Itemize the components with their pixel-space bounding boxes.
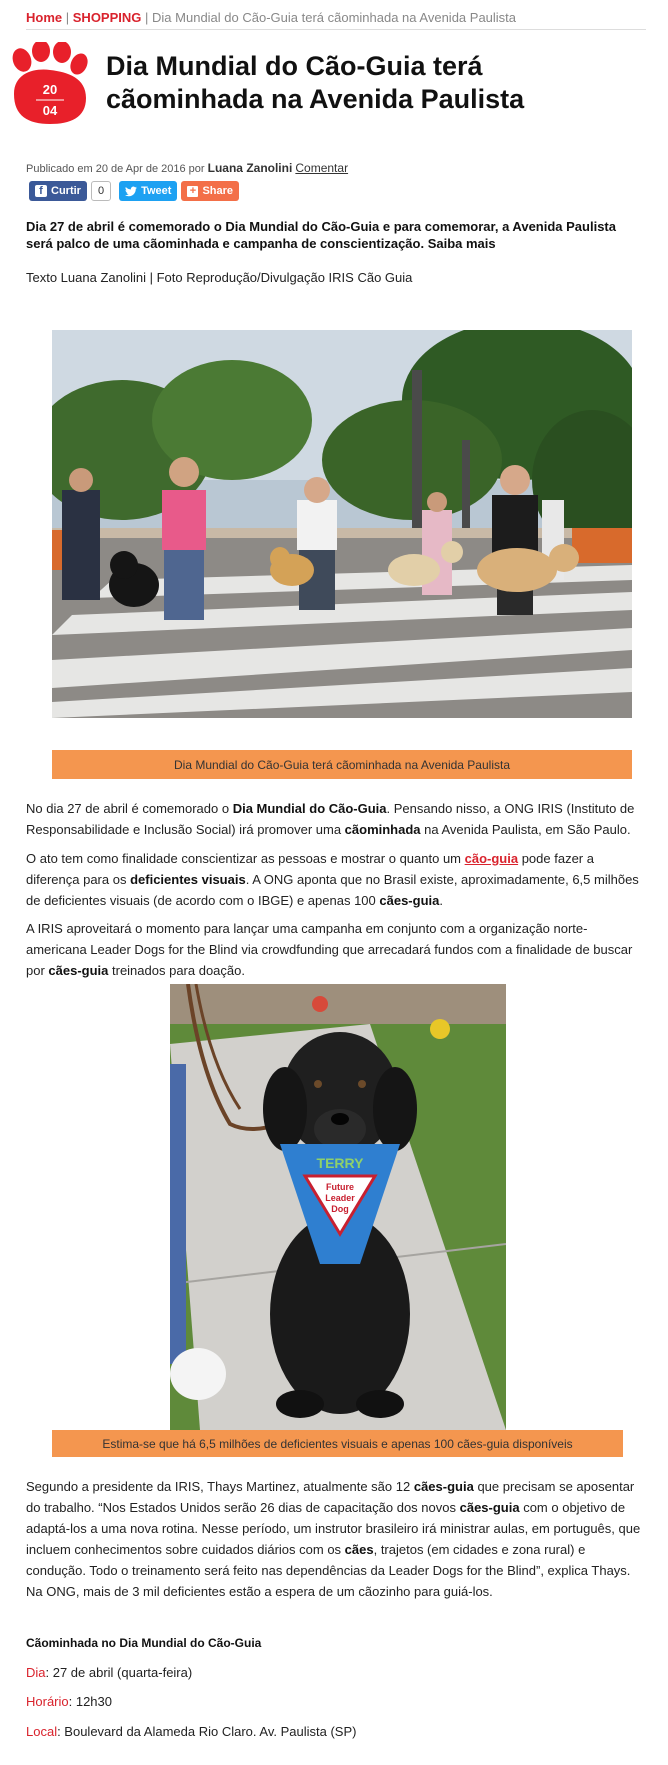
tweet-button[interactable]	[119, 181, 177, 201]
page-title: Dia Mundial do Cão-Guia terá cãominhada na Avenida Paulista	[106, 51, 525, 114]
breadcrumb	[26, 10, 646, 30]
text: , trajetos (em cidades e zona rural) e condução. Todo o treinamento será feito nas dependências da Leader Dogs for the Blind”, explica Thays. Na ONG, mais de 3 mil deficientes estão a espera de um cãozinho para guiá-los.	[26, 1542, 631, 1599]
photo-caption: Dia Mundial do Cão-Guia terá cãominhada na Avenida Paulista	[52, 750, 632, 779]
article-paragraph	[26, 1476, 646, 1602]
byline	[26, 161, 646, 175]
text: treinados para doação.	[108, 963, 245, 978]
event-day	[26, 1665, 646, 1680]
patch-text: Dog	[331, 1204, 349, 1214]
article-paragraph	[26, 918, 646, 981]
bold-text: Dia Mundial do Cão-Guia	[232, 801, 387, 816]
patch-text: Future	[326, 1182, 354, 1192]
text: com o objetivo de adaptá-los a uma nova rotina. Nesse período, um instrutor brasileiro irá ministrar aulas, em português, que incluem conhecimentos sobre cuidados diários com os	[26, 1500, 641, 1557]
breadcrumb-shopping-link[interactable]: SHOPPING	[72, 10, 142, 25]
facebook-like-count: 0	[91, 181, 111, 201]
event-day-label: Dia	[26, 1665, 46, 1680]
photo-caption: Estima-se que há 6,5 milhões de deficientes visuais e apenas 100 cães-guia disponíveis	[52, 1430, 623, 1457]
breadcrumb-separator: |	[65, 10, 70, 25]
breadcrumb-current: Dia Mundial do Cão-Guia terá cãominhada na Avenida Paulista	[152, 10, 517, 25]
guide-dogs-walk-photo	[52, 330, 632, 718]
published-text: Publicado em 20 de Apr de 2016 por	[26, 163, 205, 175]
event-heading: Cãominhada no Dia Mundial do Cão-Guia	[26, 1636, 262, 1650]
event-time	[26, 1694, 646, 1709]
cao-guia-link[interactable]: cão-guia	[464, 851, 519, 866]
article-paragraph	[26, 848, 646, 911]
bold-text: cãominhada	[344, 822, 421, 837]
breadcrumb-separator: |	[145, 10, 149, 25]
article-credit: Texto Luana Zanolini | Foto Reprodução/Divulgação IRIS Cão Guia	[26, 270, 413, 285]
text: No dia 27 de abril é comemorado o	[26, 801, 233, 816]
event-place-label: Local	[26, 1724, 58, 1739]
bold-text: cães-guia	[48, 963, 109, 978]
text: .	[439, 893, 443, 908]
bold-text: cães	[344, 1542, 374, 1557]
share-button[interactable]	[181, 181, 239, 201]
text: Segundo a presidente da IRIS, Thays Martinez, atualmente são 12	[26, 1479, 414, 1494]
text: A IRIS aproveitará o momento para lançar uma campanha em conjunto com a organização norte-americana Leader Dogs for the Blind via crowdfunding que arrecadará fundos com a finalidade de buscar por	[26, 921, 633, 978]
event-place	[26, 1724, 646, 1739]
author-name: Luana Zanolini	[207, 161, 293, 175]
bold-text: cães-guia	[459, 1500, 520, 1515]
twitter-icon	[125, 186, 137, 197]
facebook-icon: f	[35, 185, 47, 197]
puppy-bandana-photo	[170, 984, 506, 1430]
event-time-label: Horário	[26, 1694, 69, 1709]
paw-date-badge	[10, 42, 90, 126]
plus-icon: +	[187, 186, 198, 197]
share-bar	[29, 181, 239, 203]
badge-month: 04	[42, 103, 58, 118]
patch-text: Leader	[325, 1193, 355, 1203]
text: O ato tem como finalidade conscientizar as pessoas e mostrar o quanto um	[26, 851, 465, 866]
text: pode fazer a diferença para os	[26, 851, 594, 887]
text: na Avenida Paulista, em São Paulo.	[420, 822, 631, 837]
comment-link[interactable]: Comentar	[295, 161, 349, 175]
text: . Pensando nisso, a ONG IRIS (Instituto de Responsabilidade e Inclusão Social) irá promover uma	[26, 801, 635, 837]
breadcrumb-home-link[interactable]: Home	[26, 10, 63, 25]
share-label: Share	[202, 185, 234, 197]
text: que precisam se aposentar do trabalho. “Nos Estados Unidos serão 26 dias de capacitação dos novos	[26, 1479, 635, 1515]
facebook-like-label: Curtir	[51, 185, 81, 197]
bold-text: deficientes visuais	[130, 872, 246, 887]
event-time-value: : 12h30	[68, 1694, 112, 1709]
bold-text: cães-guia	[413, 1479, 474, 1494]
bandana-name: TERRY	[316, 1155, 364, 1171]
badge-day: 20	[42, 82, 58, 97]
event-place-value: : Boulevard da Alameda Rio Claro. Av. Paulista (SP)	[57, 1724, 357, 1739]
event-day-value: : 27 de abril (quarta-feira)	[45, 1665, 193, 1680]
facebook-like-button[interactable]	[29, 181, 87, 201]
bold-text: cães-guia	[379, 893, 440, 908]
tweet-label: Tweet	[141, 185, 172, 197]
article-lead: Dia 27 de abril é comemorado o Dia Mundial do Cão-Guia e para comemorar, a Avenida Paulista será palco de uma cãominhada e campanha de conscientização. Saiba mais	[26, 219, 616, 251]
article-paragraph	[26, 798, 646, 840]
text: . A ONG aponta que no Brasil existe, aproximadamente, 6,5 milhões de deficientes visuais (de acordo com o IBGE) e apenas 100	[26, 872, 639, 908]
